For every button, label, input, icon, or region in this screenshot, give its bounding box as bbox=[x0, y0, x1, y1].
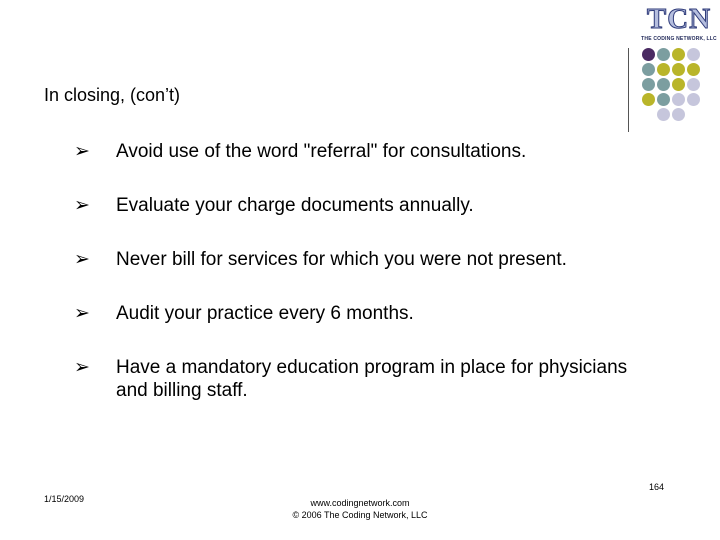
logo-wordmark bbox=[636, 4, 720, 42]
footer-website: www.codingnetwork.com bbox=[310, 498, 410, 508]
arrow-bullet-icon: ➢ bbox=[74, 302, 90, 324]
logo-divider bbox=[628, 48, 629, 132]
arrow-bullet-icon: ➢ bbox=[74, 356, 90, 378]
logo-dot bbox=[657, 78, 670, 91]
logo-tagline: THE CODING NETWORK, LLC bbox=[641, 36, 717, 42]
logo-dot bbox=[642, 63, 655, 76]
logo-dot bbox=[642, 93, 655, 106]
logo-dot bbox=[657, 93, 670, 106]
footer-date: 1/15/2009 bbox=[44, 494, 85, 504]
arrow-bullet-icon: ➢ bbox=[74, 140, 90, 162]
footer-credits bbox=[250, 497, 470, 521]
logo-dot bbox=[657, 108, 670, 121]
logo-dot bbox=[672, 78, 685, 91]
company-logo bbox=[625, 0, 720, 135]
logo-dot bbox=[672, 108, 685, 121]
logo-dot bbox=[672, 93, 685, 106]
logo-dot bbox=[657, 48, 670, 61]
arrow-bullet-icon: ➢ bbox=[74, 248, 90, 270]
logo-mark-text: TCN bbox=[646, 3, 712, 35]
bullet-text: Evaluate your charge documents annually. bbox=[116, 195, 474, 216]
logo-dot bbox=[642, 48, 655, 61]
arrow-bullet-icon: ➢ bbox=[74, 194, 90, 216]
footer-copyright: © 2006 The Coding Network, LLC bbox=[292, 510, 428, 520]
logo-dot bbox=[642, 78, 655, 91]
logo-dot bbox=[687, 78, 700, 91]
logo-dot bbox=[687, 48, 700, 61]
page-number: 164 bbox=[649, 482, 665, 492]
bullet-text: Never bill for services for which you were not present. bbox=[116, 249, 567, 270]
bullet-text: Audit your practice every 6 months. bbox=[116, 303, 414, 324]
bullet-text: Avoid use of the word "referral" for consultations. bbox=[116, 141, 527, 162]
logo-dot bbox=[657, 63, 670, 76]
logo-dot bbox=[687, 93, 700, 106]
bullet-text: Have a mandatory education program in place for physicians and billing staff. bbox=[116, 357, 628, 401]
logo-dot bbox=[687, 63, 700, 76]
logo-dot bbox=[672, 48, 685, 61]
slide-title: In closing, (con’t) bbox=[44, 85, 181, 105]
logo-dot bbox=[672, 63, 685, 76]
